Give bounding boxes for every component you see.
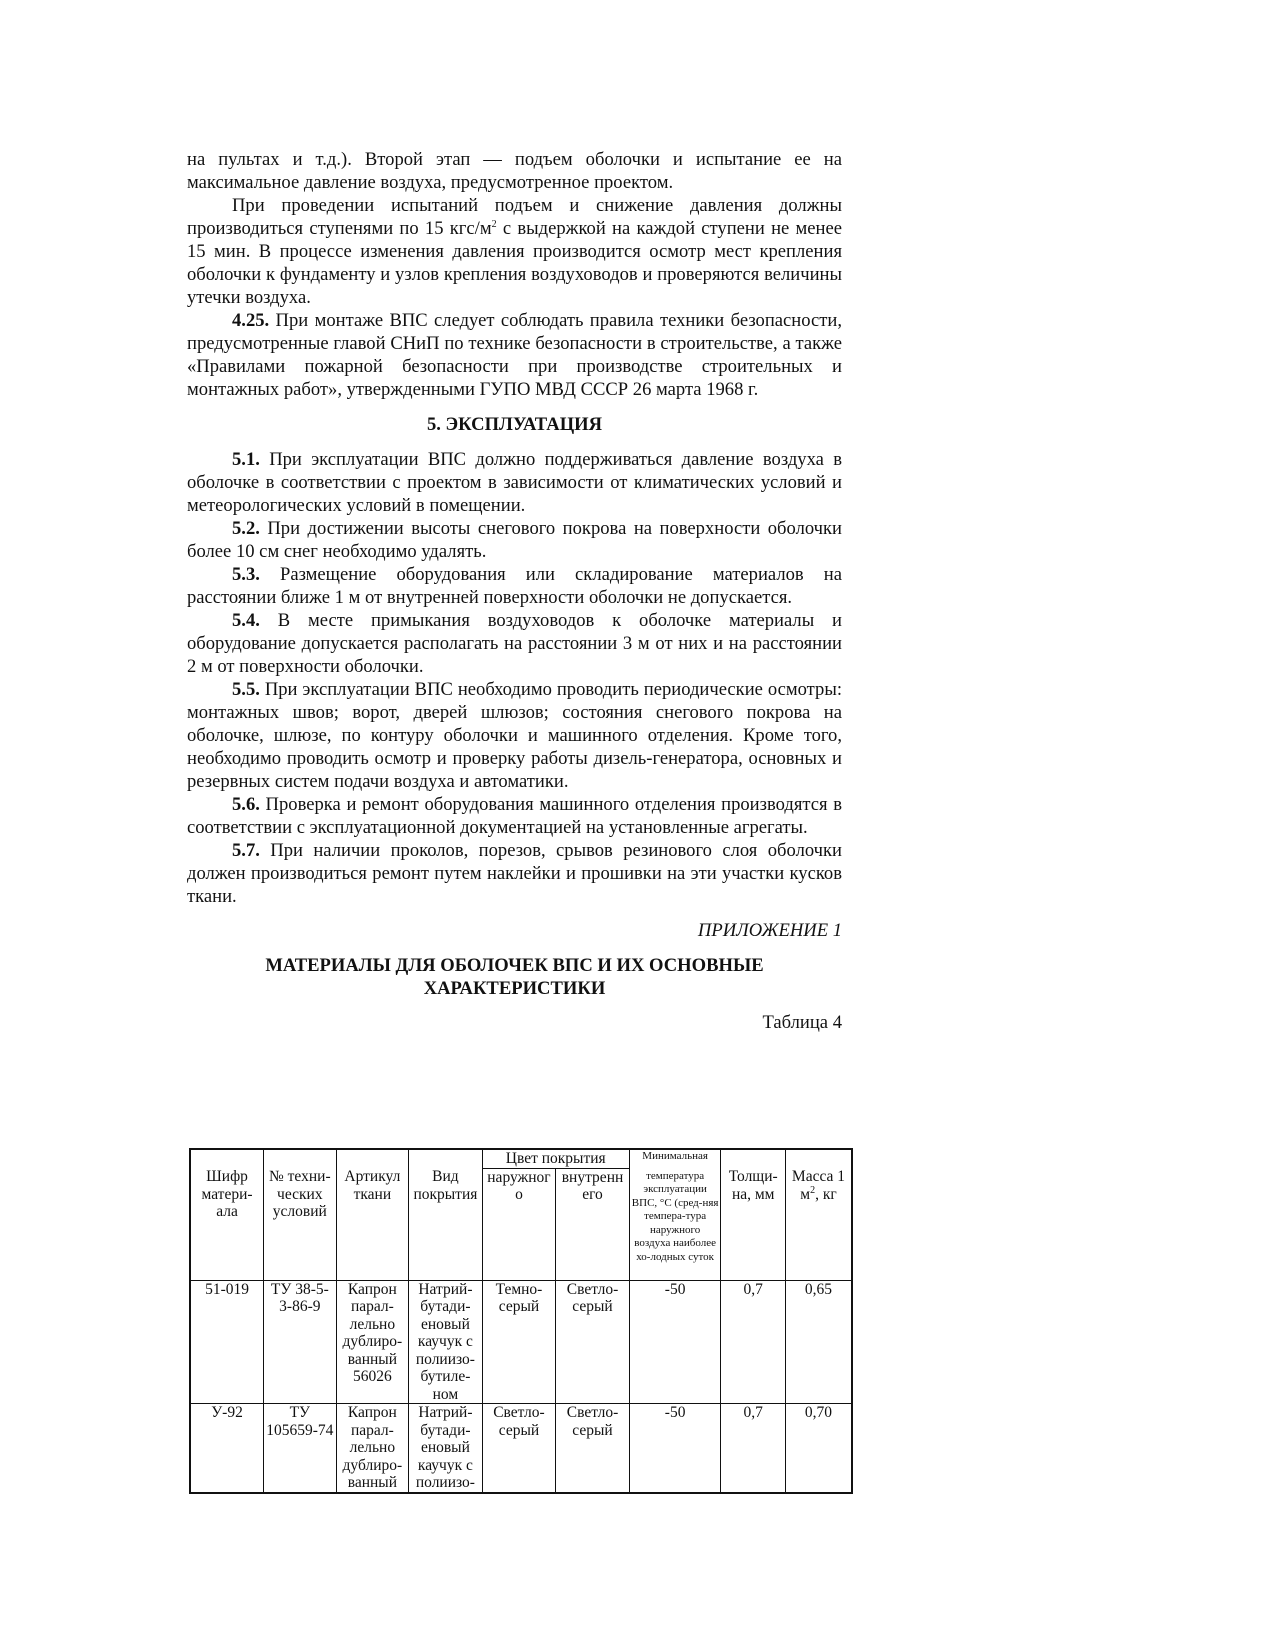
clause-text: Проверка и ремонт оборудования машинного отделения производятся в соответствии с эксплуатационной документацией на установленные агрегаты. — [187, 794, 842, 838]
materials-table — [189, 1148, 853, 1494]
header-coating-color: Цвет покрытия — [482, 1149, 629, 1168]
clause-text: Размещение оборудования или складирование материалов на расстоянии ближе 1 м от внутренней поверхности оболочки не допускается. — [187, 564, 842, 608]
clause-text: При эксплуатации ВПС должно поддерживаться давление воздуха в оболочке в соответствии с проектом в зависимости от климатических условий и метеорологических условий в помещении. — [187, 449, 842, 516]
header-mass — [785, 1149, 852, 1280]
header-min-temperature-line-1: Минимальная — [642, 1150, 708, 1162]
cell-thickness: 0,7 — [721, 1404, 785, 1493]
header-outer: наружног о — [482, 1168, 556, 1280]
cell-min-temperature: -50 — [629, 1280, 721, 1404]
clause-text: При достижении высоты снегового покрова на поверхности оболочки более 10 см снег необходимо удалять. — [187, 518, 842, 562]
appendix-title-line-2: ХАРАКТЕРИСТИКИ — [423, 978, 606, 999]
header-mass-text-b: , кг — [815, 1185, 837, 1203]
paragraph-testing-text-a: При проведении испытаний подъем и снижение давления должны производиться ступенями по 15 кгс/м — [187, 195, 842, 239]
clause-text: При монтаже ВПС следует соблюдать правила техники безопасности, предусмотренные главой СНиП по технике безопасности в строительстве, а также «Правилами пожарной безопасности при производстве строительных и монтажных работ», утвержденными ГУПО МВД СССР 26 марта 1968 г. — [187, 310, 842, 400]
paragraph-4-25 — [187, 309, 842, 401]
clause-5-6 — [187, 793, 842, 839]
clause-5-3 — [187, 563, 842, 609]
superscript: 2 — [491, 218, 497, 230]
header-cipher: Шифр матери-ала — [190, 1149, 264, 1280]
clause-number: 5.6. — [232, 794, 260, 815]
clause-5-5 — [187, 678, 842, 793]
cell-coating-type: Натрий-бутади-еновый каучук с полиизо- — [409, 1404, 483, 1493]
cell-cipher: 51-019 — [190, 1280, 264, 1404]
table-label: Таблица 4 — [762, 1012, 842, 1033]
paragraph-testing-text-b: с выдержкой на каждой ступени не менее 15 мин. В процессе изменения давления производится осмотр мест крепления оболочки к фундаменту и узлов крепления воздуховодов и проверяются величины утечки воздуха. — [187, 218, 842, 308]
clause-number: 4.25. — [232, 310, 270, 331]
header-inner: внутренн его — [556, 1168, 630, 1280]
cell-article: Капрон парал-лельно дублиро-ванный 56026 — [336, 1280, 409, 1404]
header-min-temperature-line-2: температура эксплуатации ВПС, °С (сред-няя темпера-тура наружного воздуха наиболее хо-лодных суток — [631, 1169, 719, 1263]
clause-number: 5.4. — [232, 610, 260, 631]
cell-tech-conditions: ТУ 38-5-3-86-9 — [264, 1280, 337, 1404]
clause-text: В месте примыкания воздуховодов к оболочке материалы и оборудование допускается располагать на расстоянии 3 м от них и на расстоянии 2 м от поверхности оболочки. — [187, 610, 842, 677]
cell-mass: 0,70 — [785, 1404, 852, 1493]
superscript: 2 — [810, 1184, 816, 1196]
cell-cipher: У-92 — [190, 1404, 264, 1493]
header-tech-conditions: № техни-ческих условий — [264, 1149, 337, 1280]
header-min-temperature — [629, 1149, 721, 1280]
cell-outer-color: Светло-серый — [482, 1404, 556, 1493]
cell-coating-type: Натрий-бутади-еновый каучук с полиизо-бутиле-ном — [409, 1280, 483, 1404]
cell-outer-color: Темно-серый — [482, 1280, 556, 1404]
clause-5-4 — [187, 609, 842, 678]
cell-article: Капрон парал-лельно дублиро-ванный — [336, 1404, 409, 1493]
header-mass-text-a: Масса 1 м — [791, 1168, 846, 1203]
section-title: 5. ЭКСПЛУАТАЦИЯ — [426, 414, 603, 435]
cell-inner-color: Светло-серый — [556, 1280, 630, 1404]
paragraph-continuation: на пультах и т.д.). Второй этап — подъем оболочки и испытание ее на максимальное давление воздуха, предусмотренное проектом. — [187, 149, 842, 193]
paragraph-testing — [187, 194, 842, 309]
clause-5-1 — [187, 448, 842, 517]
table-row — [190, 1404, 852, 1493]
header-coating-type: Вид покрытия — [409, 1149, 483, 1280]
table-header-row-1 — [190, 1149, 852, 1168]
clause-number: 5.2. — [232, 518, 260, 539]
header-article: Артикул ткани — [336, 1149, 409, 1280]
clause-5-7 — [187, 839, 842, 908]
cell-thickness: 0,7 — [721, 1280, 785, 1404]
clause-text: При наличии проколов, порезов, срывов резинового слоя оболочки должен производиться ремонт путем наклейки и прошивки на эти участки кусков ткани. — [187, 840, 842, 907]
cell-tech-conditions: ТУ 105659-74 — [264, 1404, 337, 1493]
cell-mass: 0,65 — [785, 1280, 852, 1404]
clause-number: 5.5. — [232, 679, 260, 700]
clause-text: При эксплуатации ВПС необходимо проводить периодические осмотры: монтажных швов; ворот, дверей шлюзов; состояния снегового покрова на оболочке, шлюзе, по контуру оболочки и машинного отделения. Кроме того, необходимо проводить осмотр и проверку работы дизель-генератора, основных и резервных систем подачи воздуха и автоматики. — [187, 679, 842, 792]
document-page — [187, 148, 842, 1034]
clause-5-2 — [187, 517, 842, 563]
appendix-label: ПРИЛОЖЕНИЕ 1 — [697, 920, 842, 941]
cell-min-temperature: -50 — [629, 1404, 721, 1493]
cell-inner-color: Светло-серый — [556, 1404, 630, 1493]
header-thickness: Толщи-на, мм — [721, 1149, 785, 1280]
appendix-title-line-1: МАТЕРИАЛЫ ДЛЯ ОБОЛОЧЕК ВПС И ИХ ОСНОВНЫЕ — [265, 955, 764, 976]
table-row — [190, 1280, 852, 1404]
clause-number: 5.7. — [232, 840, 260, 861]
clause-number: 5.1. — [232, 449, 260, 470]
clause-number: 5.3. — [232, 564, 260, 585]
